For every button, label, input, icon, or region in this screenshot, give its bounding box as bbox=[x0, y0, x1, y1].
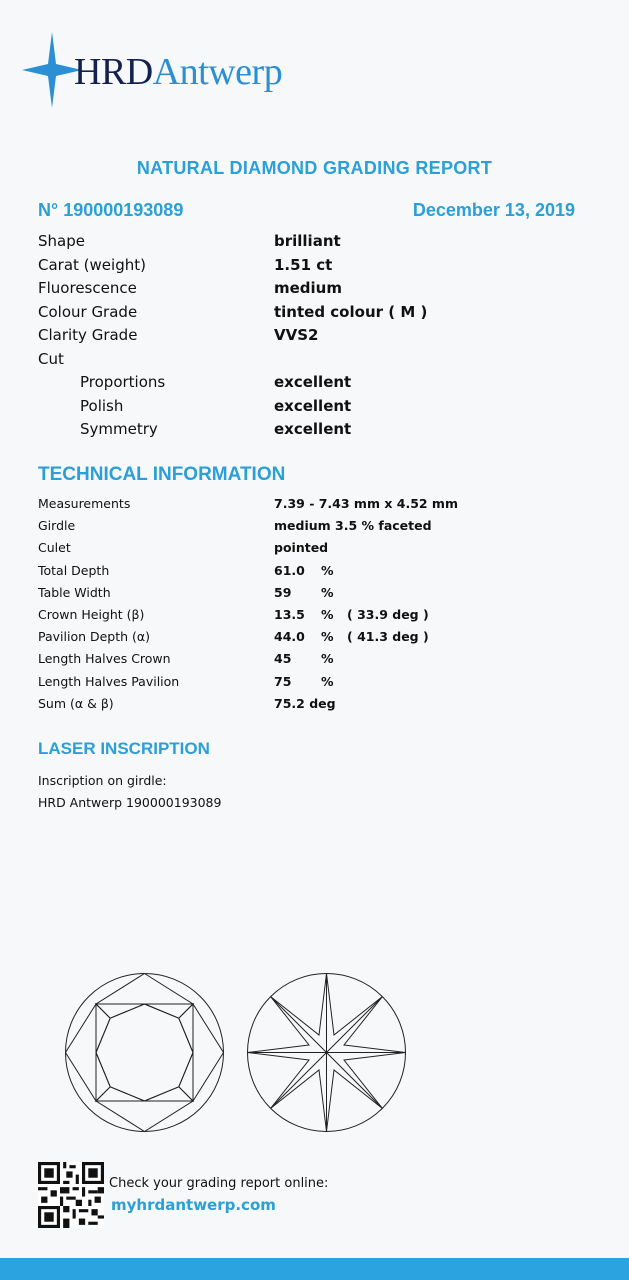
grading-label: Polish bbox=[80, 396, 124, 415]
grading-label: Symmetry bbox=[80, 420, 158, 438]
grading-row-colour bbox=[38, 301, 598, 325]
tech-value: pointed bbox=[274, 540, 329, 556]
tech-label: Girdle bbox=[38, 518, 76, 534]
inscription-label: Inscription on girdle: bbox=[38, 773, 167, 788]
tech-row bbox=[38, 671, 598, 693]
crown-facet-diagram bbox=[62, 970, 227, 1135]
grading-label: Carat (weight) bbox=[38, 255, 146, 274]
report-date: December 13, 2019 bbox=[412, 200, 575, 220]
grading-label: Proportions bbox=[80, 373, 166, 391]
technical-table bbox=[38, 493, 598, 715]
tech-row bbox=[38, 493, 598, 515]
tech-degree: ( 41.3 deg ) bbox=[347, 629, 429, 645]
tech-row bbox=[38, 560, 598, 582]
grading-value: excellent bbox=[274, 373, 352, 391]
grading-row-cut bbox=[38, 348, 598, 372]
grading-row-clarity bbox=[38, 324, 598, 348]
grading-label: Fluorescence bbox=[38, 279, 137, 297]
grading-value: brilliant bbox=[274, 232, 341, 250]
tech-value: 59 bbox=[274, 584, 292, 600]
tech-row bbox=[38, 626, 598, 648]
technical-information-heading: TECHNICAL INFORMATION bbox=[38, 464, 286, 485]
tech-label: Length Halves Crown bbox=[38, 651, 171, 667]
tech-label: Culet bbox=[38, 540, 71, 556]
pavilion-facet-diagram bbox=[244, 970, 409, 1135]
grading-label: Cut bbox=[38, 349, 64, 368]
tech-unit: % bbox=[321, 651, 334, 667]
tech-unit: % bbox=[321, 673, 334, 689]
grading-label: Colour Grade bbox=[38, 302, 138, 321]
grading-value: tinted colour ( M ) bbox=[274, 302, 428, 321]
grading-row-symmetry bbox=[38, 418, 598, 442]
logo-wordmark: HRDAntwerp bbox=[74, 51, 283, 93]
grading-row-shape bbox=[38, 230, 598, 254]
tech-degree: ( 33.9 deg ) bbox=[347, 606, 429, 622]
tech-value: 61.0 bbox=[274, 562, 305, 578]
tech-unit: % bbox=[321, 629, 334, 645]
grading-row-fluorescence bbox=[38, 277, 598, 301]
laser-inscription-heading: LASER INSCRIPTION bbox=[38, 739, 210, 758]
tech-label: Sum (α & β) bbox=[38, 695, 114, 711]
grading-value: medium bbox=[274, 279, 342, 297]
tech-label: Table Width bbox=[38, 584, 111, 600]
tech-row bbox=[38, 604, 598, 626]
grading-label: Shape bbox=[38, 232, 85, 250]
tech-unit: % bbox=[321, 606, 334, 622]
grading-value: 1.51 ct bbox=[274, 255, 333, 274]
tech-value: medium 3.5 % faceted bbox=[274, 518, 432, 534]
tech-value: 44.0 bbox=[274, 629, 305, 645]
grading-label: Clarity Grade bbox=[38, 326, 138, 344]
tech-value: 7.39 - 7.43 mm x 4.52 mm bbox=[274, 496, 458, 511]
grading-row-carat bbox=[38, 254, 598, 278]
tech-value: 75.2 deg bbox=[274, 695, 336, 711]
report-number: N° 190000193089 bbox=[38, 200, 184, 220]
tech-label: Crown Height (β) bbox=[38, 606, 145, 622]
tech-value: 13.5 bbox=[274, 606, 305, 622]
laser-inscription-text bbox=[38, 770, 221, 814]
grading-row-proportions bbox=[38, 371, 598, 395]
star-icon bbox=[22, 32, 82, 108]
bottom-accent-bar bbox=[0, 1258, 629, 1280]
tech-label: Pavilion Depth (α) bbox=[38, 629, 151, 645]
tech-row bbox=[38, 693, 598, 715]
grading-value: excellent bbox=[274, 420, 352, 438]
grading-table bbox=[38, 230, 598, 442]
hrd-antwerp-logo bbox=[22, 30, 342, 110]
check-report-text: Check your grading report online: bbox=[109, 1176, 329, 1191]
grading-row-polish bbox=[38, 395, 598, 419]
tech-label: Total Depth bbox=[38, 562, 110, 578]
tech-row bbox=[38, 648, 598, 670]
tech-label: Length Halves Pavilion bbox=[38, 673, 180, 689]
grading-value: VVS2 bbox=[274, 326, 319, 344]
tech-row bbox=[38, 537, 598, 559]
qr-code[interactable] bbox=[38, 1162, 104, 1228]
tech-row bbox=[38, 515, 598, 537]
tech-row bbox=[38, 582, 598, 604]
report-website-link[interactable]: myhrdantwerp.com bbox=[111, 1196, 276, 1214]
report-title: NATURAL DIAMOND GRADING REPORT bbox=[136, 158, 493, 178]
inscription-value: HRD Antwerp 190000193089 bbox=[38, 795, 222, 810]
tech-value: 45 bbox=[274, 651, 292, 667]
tech-value: 75 bbox=[274, 673, 292, 689]
tech-unit: % bbox=[321, 584, 334, 600]
tech-label: Measurements bbox=[38, 496, 131, 511]
grading-value: excellent bbox=[274, 396, 352, 415]
tech-unit: % bbox=[321, 562, 334, 578]
